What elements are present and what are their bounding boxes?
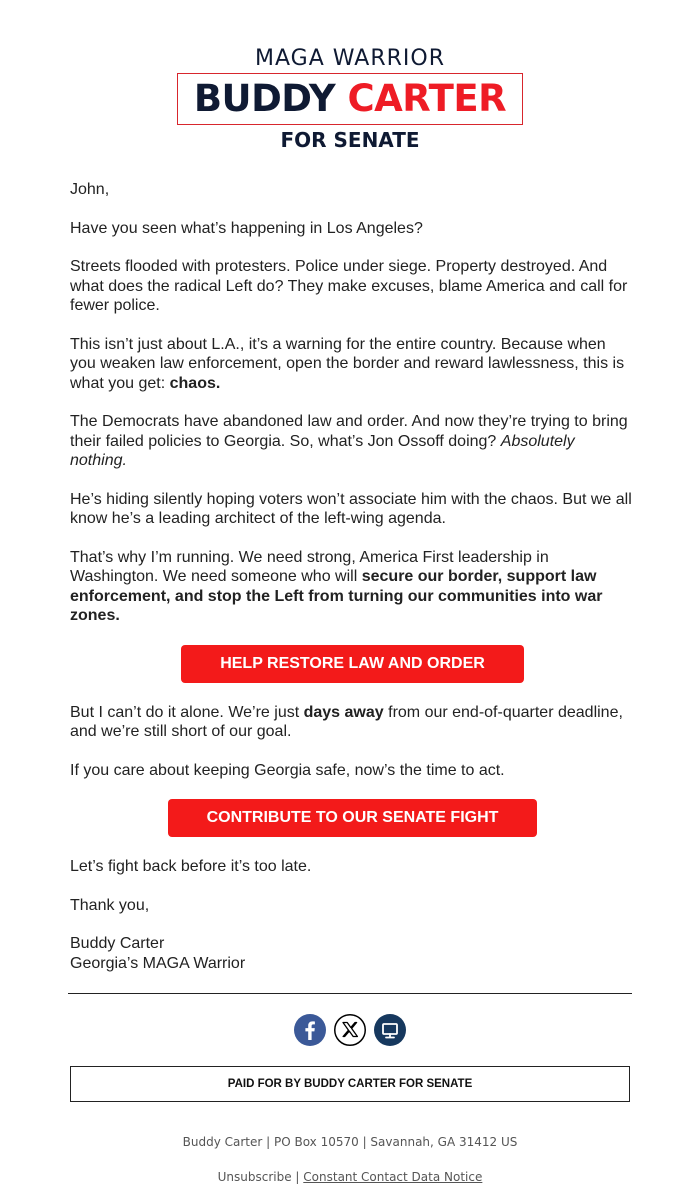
x-icon[interactable] bbox=[334, 1014, 366, 1046]
data-notice-link[interactable]: Constant Contact Data Notice bbox=[303, 1170, 483, 1184]
greeting: John, bbox=[70, 181, 110, 198]
campaign-logo bbox=[0, 46, 700, 151]
paragraph-3 bbox=[70, 335, 635, 394]
paragraph-7-text-b: from our end-of-quarter deadline, and we’re still short of our goal. bbox=[70, 703, 623, 740]
paragraph-1: Have you seen what’s happening in Los Angeles? bbox=[70, 219, 423, 237]
email-body bbox=[70, 180, 635, 992]
paragraph-7 bbox=[70, 703, 635, 742]
footer-divider bbox=[68, 993, 632, 994]
unsubscribe-link[interactable]: Unsubscribe bbox=[217, 1170, 292, 1184]
paragraph-5: He’s hiding silently hoping voters won’t associate him with the chaos. But we all know he’s a leading architect of the left-wing agenda. bbox=[70, 490, 632, 527]
website-icon[interactable] bbox=[374, 1014, 406, 1046]
logo-first-name: BUDDY bbox=[193, 77, 336, 120]
signature bbox=[70, 934, 635, 973]
paragraph-6-text: That’s why I’m running. We need strong, America First leadership in Washington. We need someone who will bbox=[70, 548, 549, 585]
paragraph-2: Streets flooded with protesters. Police under siege. Property destroyed. And what does the radical Left do? They make excuses, blame America and call for fewer police. bbox=[70, 258, 628, 314]
paragraph-9: Let’s fight back before it’s too late. bbox=[70, 858, 312, 875]
paragraph-7-text-a: But I can’t do it alone. We’re just bbox=[70, 703, 304, 721]
paid-for-disclaimer: PAID FOR BY BUDDY CARTER FOR SENATE bbox=[70, 1066, 630, 1102]
paragraph-3-bold: chaos. bbox=[169, 374, 221, 392]
closing: Thank you, bbox=[70, 896, 150, 914]
mailing-address: Buddy Carter | PO Box 10570 | Savannah, GA 31412 US bbox=[182, 1135, 518, 1149]
logo-last-name: CARTER bbox=[347, 77, 507, 120]
paragraph-8: If you care about keeping Georgia safe, now’s the time to act. bbox=[70, 761, 505, 779]
social-links bbox=[0, 1014, 700, 1046]
signature-title: Georgia’s MAGA Warrior bbox=[70, 954, 246, 972]
paragraph-7-bold: days away bbox=[303, 703, 384, 721]
paragraph-4-italic: Absolutely nothing. bbox=[70, 432, 575, 469]
paragraph-6 bbox=[70, 548, 635, 626]
signature-name: Buddy Carter bbox=[70, 935, 165, 952]
cta-1-wrapper bbox=[70, 645, 635, 683]
contribute-button[interactable]: CONTRIBUTE TO OUR SENATE FIGHT bbox=[168, 799, 538, 837]
paragraph-4-text: The Democrats have abandoned law and order. And now they’re trying to bring their failed policies to Georgia. So, what’s Jon Ossoff doing? bbox=[70, 413, 628, 450]
logo-name-box bbox=[177, 73, 523, 125]
cta-2-wrapper bbox=[70, 799, 635, 837]
paragraph-6-bold: secure our border, support law enforcement, and stop the Left from turning our communities into war zones. bbox=[70, 568, 603, 624]
logo-subtitle: FOR SENATE bbox=[280, 128, 420, 152]
footer-links bbox=[0, 1170, 700, 1184]
help-restore-button[interactable]: HELP RESTORE LAW AND ORDER bbox=[181, 645, 524, 683]
facebook-icon[interactable] bbox=[294, 1014, 326, 1046]
logo-tagline: MAGA WARRIOR bbox=[255, 46, 445, 71]
footer-separator: | bbox=[291, 1170, 304, 1184]
paragraph-3-text: This isn’t just about L.A., it’s a warning for the entire country. Because when you weaken law enforcement, open the border and reward lawlessness, this is what you get: bbox=[70, 335, 625, 392]
paragraph-4 bbox=[70, 412, 635, 471]
